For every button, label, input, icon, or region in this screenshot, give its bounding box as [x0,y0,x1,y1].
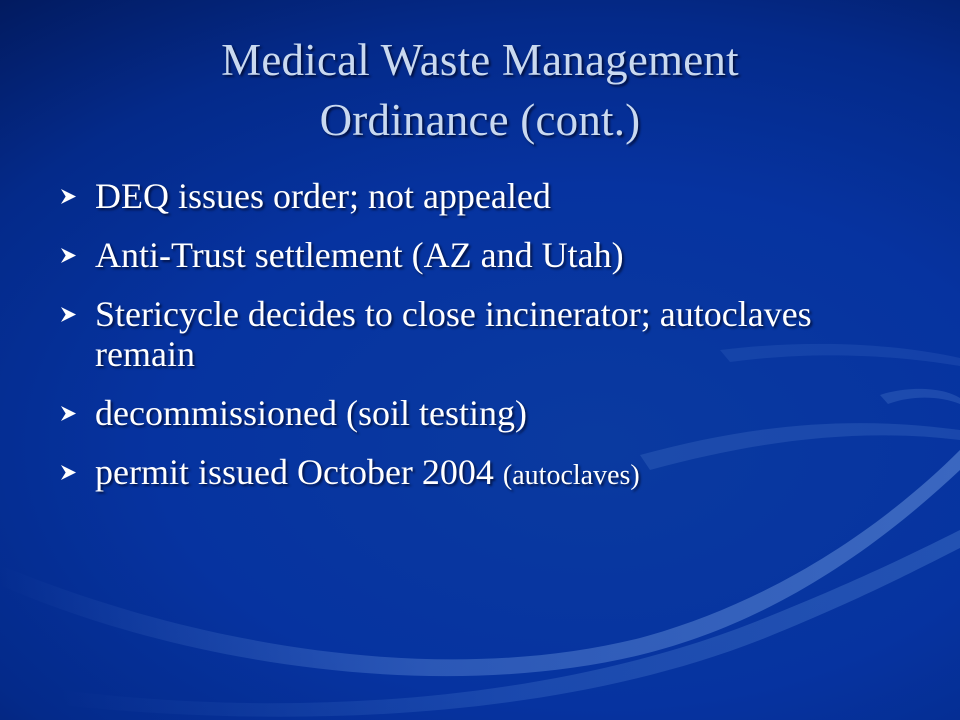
bullet-item [58,393,918,433]
bullet-item [58,176,918,216]
bullet-text: Anti-Trust settlement (AZ and Utah) [95,235,624,275]
arrowhead-icon [60,405,77,422]
title-line-2: Ordinance (cont.) [319,95,641,145]
arrowhead-icon [60,306,77,323]
bullet-item [58,294,918,374]
arrowhead-icon [60,247,77,264]
bullet-text: DEQ issues order; not appealed [95,176,551,216]
title-line-1: Medical Waste Management [221,35,739,85]
bullet-text: Stericycle decides to close incinerator; autoclaves remain [95,294,812,374]
bullet-suffix: (autoclaves) [502,460,640,491]
arrowhead-icon [60,464,77,481]
slide-title [0,30,960,150]
bullet-text: decommissioned (soil testing) [95,393,527,433]
bullet-list [58,176,918,515]
bullet-item [58,235,918,275]
arrowhead-icon [60,188,77,205]
bullet-item [58,452,918,496]
bullet-text: permit issued October 2004 [95,452,503,492]
